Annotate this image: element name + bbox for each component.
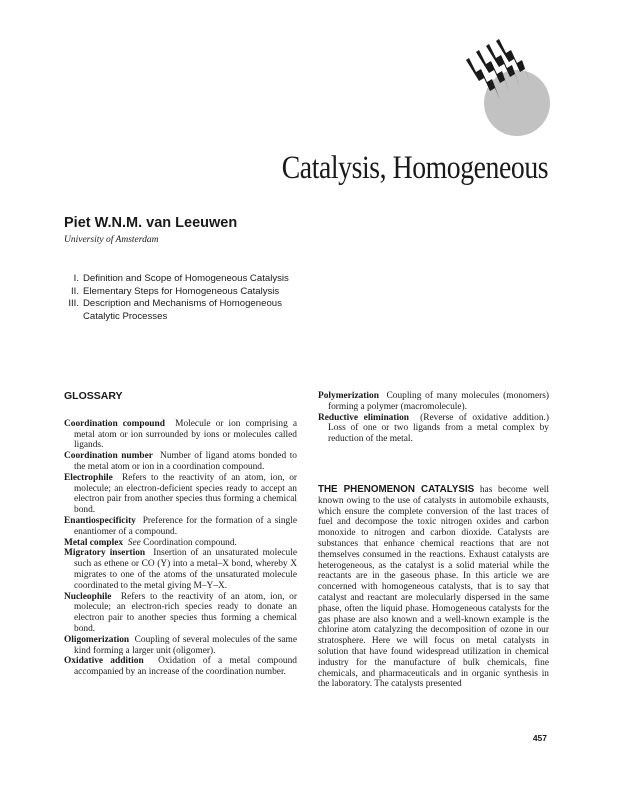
- article-title: Catalysis, Homogeneous: [281, 150, 548, 186]
- glossary-heading: GLOSSARY: [64, 390, 123, 402]
- glossary-term: Reductive elimination: [318, 412, 409, 423]
- toc-text: Definition and Scope of Homogeneous Catalysis: [83, 273, 289, 284]
- glossary-definition: (Reverse of oxidative addition.) Loss of one or two ligands from a metal complex by reduction of the metal.: [328, 412, 549, 445]
- glossary-entry: [64, 451, 297, 473]
- body-text: has become well known owing to the use of catalysts in automobile exhausts, which ensure the complete conversion of the last traces of fuel and decompose the toxic nitrogen oxides and carbon monoxide to nitrogen and carbon dioxide. Catalysts are substances that enhance chemical reactions that are not themselves consumed in the reactions. Exhaust catalysts are heterogeneous, as the catalyst is a solid material while the reactants are in the gaseous phase. In this article we are concerned with homogeneous catalysts, that is to say that catalyst and reactant are molecularly dispersed in the same phase, often the liquid phase. Homogeneous catalysts for the gas phase are also known and a well-known example is the chlorine atom catalyzing the decomposition of ozone in our stratosphere. Here we will focus on metal catalysts in solution that have found widespread utilization in chemical industry for the manufacture of bulk chemicals, fine chemicals, and pharmaceuticals and in organic synthesis in the laboratory. The catalysts presented: [318, 484, 549, 690]
- toc-number: I.: [73, 273, 79, 284]
- right-column: [318, 391, 549, 690]
- glossary-definition: Number of ligand atoms bonded to the metal atom or ion in a coordination compound.: [74, 451, 297, 472]
- page-number: 457: [532, 733, 547, 743]
- glossary-entry: [64, 635, 297, 657]
- toc-number: III.: [68, 298, 79, 310]
- left-column: [64, 391, 297, 678]
- table-of-contents: [64, 273, 304, 323]
- glossary-entry: [64, 473, 297, 516]
- glossary-entry: [64, 656, 297, 678]
- glossary-definition: Refers to the reactivity of an atom, ion, or molecule; an electron-deficient species ready to accept an electron pair from another species thus forming a chemical bond.: [74, 472, 298, 516]
- glossary-entry: [318, 413, 549, 445]
- logo-circle: [484, 70, 550, 136]
- encyclopedia-logo-icon: [462, 38, 552, 136]
- glossary-term: Coordination number: [64, 451, 153, 462]
- toc-text: Elementary Steps for Homogeneous Catalysis: [83, 285, 280, 297]
- author-name: Piet W.N.M. van Leeuwen: [64, 215, 238, 231]
- glossary-see: See: [127, 537, 141, 548]
- glossary-definition: Preference for the formation of a single enantiomer of a compound.: [74, 515, 298, 537]
- glossary-term: Metal complex: [64, 537, 124, 548]
- glossary-entry: [64, 548, 297, 591]
- body-paragraph: [318, 485, 549, 690]
- glossary-definition: Refers to the reactivity of an atom, ion, or molecule; an electron-rich species ready to donate an electron pair to another species thus forming a chemical bond.: [74, 591, 297, 634]
- glossary-entry: [64, 592, 297, 635]
- glossary-term: Coordination compound: [64, 418, 165, 429]
- glossary-definition: Coupling of several molecules of the same kind forming a larger unit (oligomer).: [74, 634, 297, 656]
- glossary-definition: Insertion of an unsaturated molecule such as ethene or CO (Y) into a metal–X bond, whereby X migrates to one of the atoms of the unsaturated molecule coordinated to the metal giving M–Y–X.: [74, 548, 297, 591]
- author-affiliation: University of Amsterdam: [64, 235, 159, 245]
- glossary-term: Oligomerization: [64, 634, 130, 645]
- glossary-term: Enantiospecificity: [64, 515, 136, 526]
- glossary-definition: Coupling of many molecules (monomers) forming a polymer (macromolecule).: [328, 391, 550, 412]
- glossary-entry: [64, 538, 297, 549]
- glossary-definition: Oxidation of a metal compound accompanied by an increase of the coordination number.: [74, 656, 297, 678]
- glossary-term: Oxidative addition: [64, 656, 144, 667]
- glossary-entry: [64, 516, 297, 538]
- toc-item[interactable]: [64, 286, 304, 299]
- glossary-entry: [64, 419, 297, 451]
- glossary-term: Nucleophile: [64, 591, 112, 602]
- toc-item[interactable]: [64, 298, 304, 323]
- section-lead: THE PHENOMENON CATALYSIS: [318, 483, 475, 495]
- glossary-term: Electrophile: [64, 472, 113, 483]
- toc-number: II.: [71, 285, 79, 297]
- glossary-definition: Molecule or ion comprising a metal atom or ion surrounded by ions or molecules called ligands.: [74, 418, 298, 451]
- glossary-term: Migratory insertion: [64, 548, 146, 559]
- toc-text: Description and Mechanisms of Homogeneous Catalytic Processes: [83, 298, 282, 322]
- glossary-term: Polymerization: [318, 391, 379, 401]
- toc-item[interactable]: [64, 273, 304, 286]
- glossary-definition: Coordination compound.: [143, 537, 237, 548]
- glossary-entry: [318, 391, 549, 413]
